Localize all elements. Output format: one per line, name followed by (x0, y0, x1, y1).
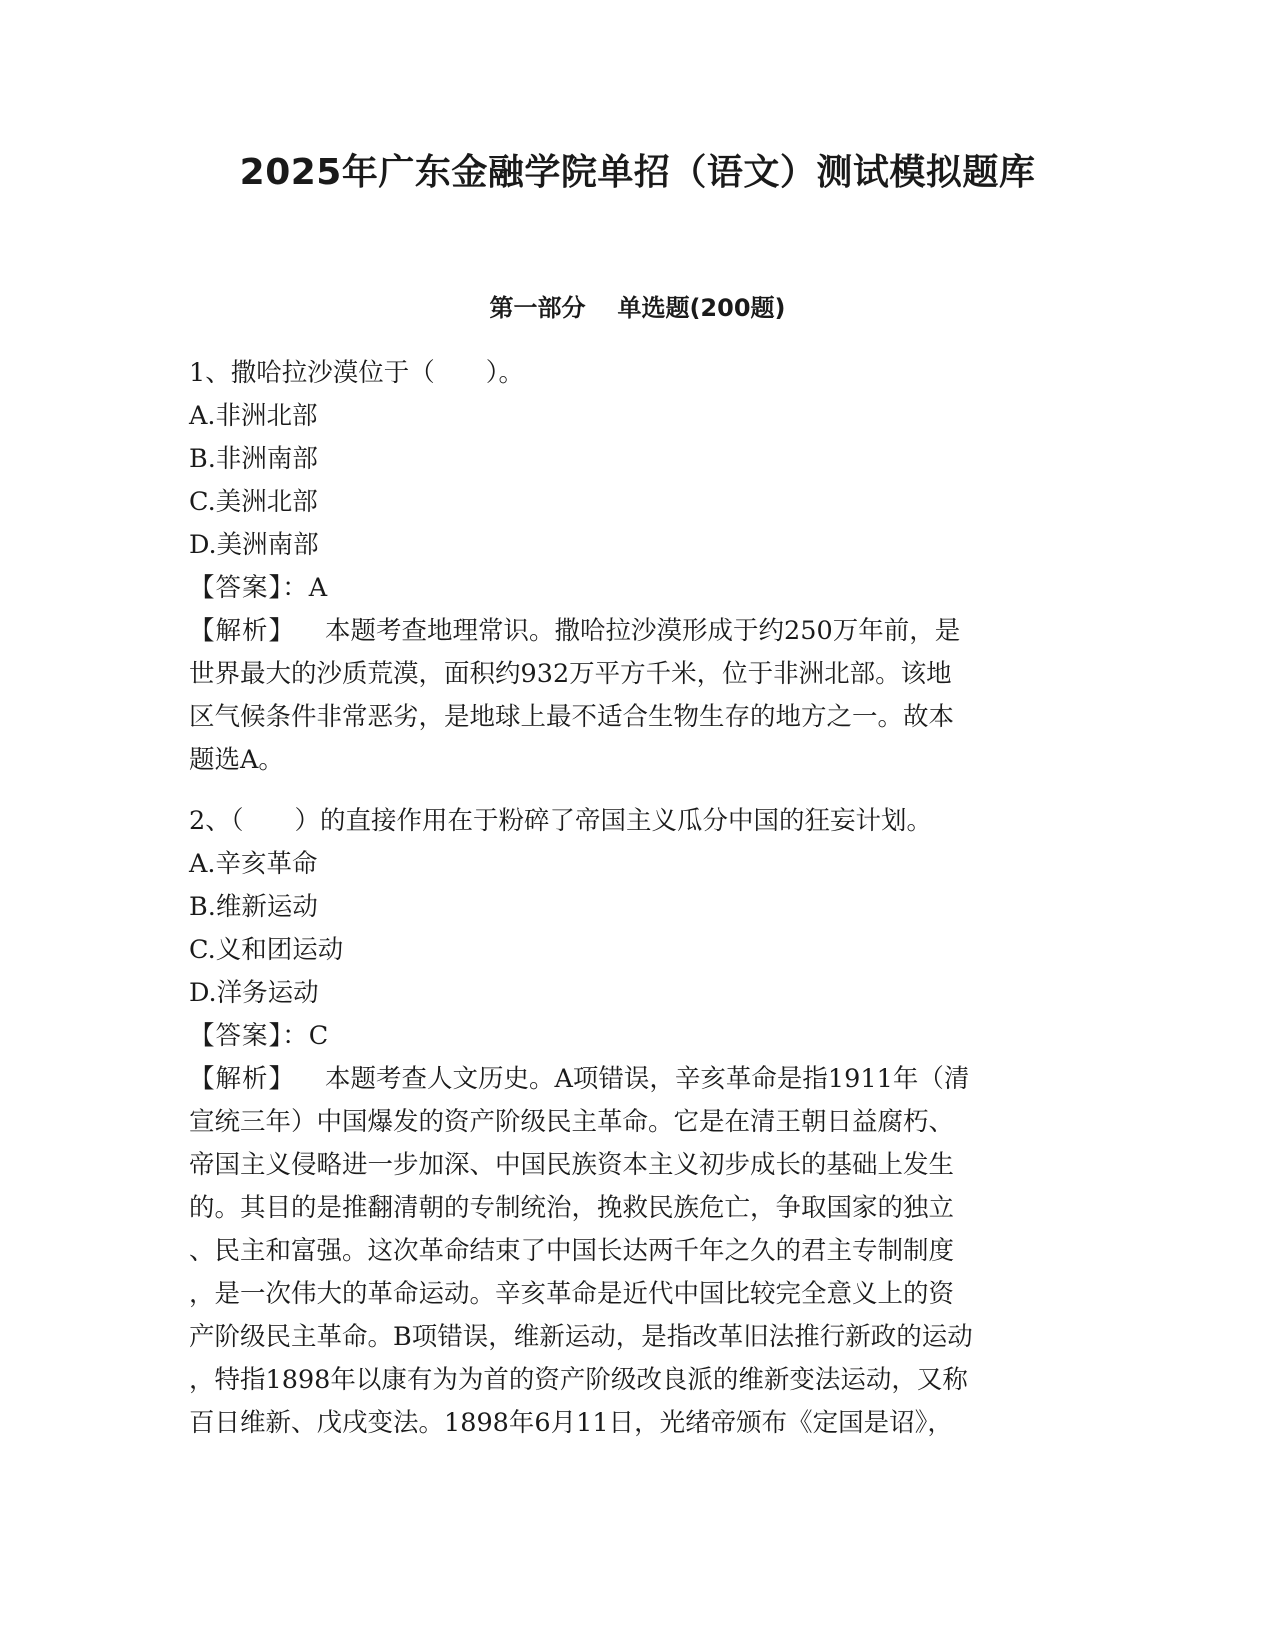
analysis-text: 题选A。 (189, 745, 284, 775)
answer-label: 【答案】： (189, 573, 309, 603)
answer-value: A (308, 573, 328, 603)
question-1 (189, 352, 1079, 782)
answer-value: C (308, 1021, 329, 1051)
analysis-text: 区气候条件非常恶劣，是地球上最不适合生物生存的地方之一。故本 (189, 702, 955, 732)
section-heading (0, 290, 1275, 326)
analysis-line (189, 610, 1079, 653)
question-list (189, 352, 1079, 1445)
analysis-text: 的。其目的是推翻清朝的专制统治，挽救民族危亡，争取国家的独立 (189, 1193, 955, 1223)
analysis-text: 产阶级民主革命。B项错误，维新运动，是指改革旧法推行新政的运动 (189, 1322, 973, 1352)
answer-label: 【答案】： (189, 1021, 309, 1051)
analysis-text: 百日维新、戊戌变法。1898年6月11日，光绪帝颁布《定国是诏》， (189, 1408, 953, 1438)
analysis-text: 本题考查地理常识。撒哈拉沙漠形成于约250万年前，是 (325, 616, 961, 646)
analysis-line (189, 1058, 1079, 1101)
option-a: A.非洲北部 (189, 401, 318, 431)
answer-line (189, 567, 1079, 610)
option-c: C.美洲北部 (189, 487, 318, 517)
option-d: D.美洲南部 (189, 530, 319, 560)
section-name: 单选题(200题) (617, 294, 786, 322)
answer-line (189, 1015, 1079, 1058)
analysis-text: 宣统三年）中国爆发的资产阶级民主革命。它是在清王朝日益腐朽、 (189, 1107, 955, 1137)
analysis-text: 世界最大的沙质荒漠，面积约932万平方千米，位于非洲北部。该地 (189, 659, 952, 689)
analysis-text: 本题考查人文历史。A项错误，辛亥革命是指1911年（清 (325, 1064, 970, 1094)
option-d: D.洋务运动 (189, 978, 319, 1008)
document-title: 2025年广东金融学院单招（语文）测试模拟题库 (239, 152, 1036, 193)
analysis-label: 【解析】 (189, 616, 296, 646)
analysis-text: ，是一次伟大的革命运动。辛亥革命是近代中国比较完全意义上的资 (189, 1279, 955, 1309)
analysis-text: 、民主和富强。这次革命结束了中国长达两千年之久的君主专制制度 (189, 1236, 955, 1266)
option-a: A.辛亥革命 (189, 849, 318, 879)
analysis-text: 帝国主义侵略进一步加深、中国民族资本主义初步成长的基础上发生 (189, 1150, 955, 1180)
question-stem: 1、撒哈拉沙漠位于（ ）。 (189, 358, 524, 388)
analysis-text: ，特指1898年以康有为为首的资产阶级改良派的维新变法运动，又称 (189, 1365, 968, 1395)
option-c: C.义和团运动 (189, 935, 344, 965)
analysis-label: 【解析】 (189, 1064, 296, 1094)
question-stem: 2、（ ）的直接作用在于粉碎了帝国主义瓜分中国的狂妄计划。 (189, 806, 932, 836)
option-b: B.维新运动 (189, 892, 318, 922)
section-part: 第一部分 (489, 294, 586, 322)
question-2 (189, 800, 1079, 1445)
option-b: B.非洲南部 (189, 444, 318, 474)
